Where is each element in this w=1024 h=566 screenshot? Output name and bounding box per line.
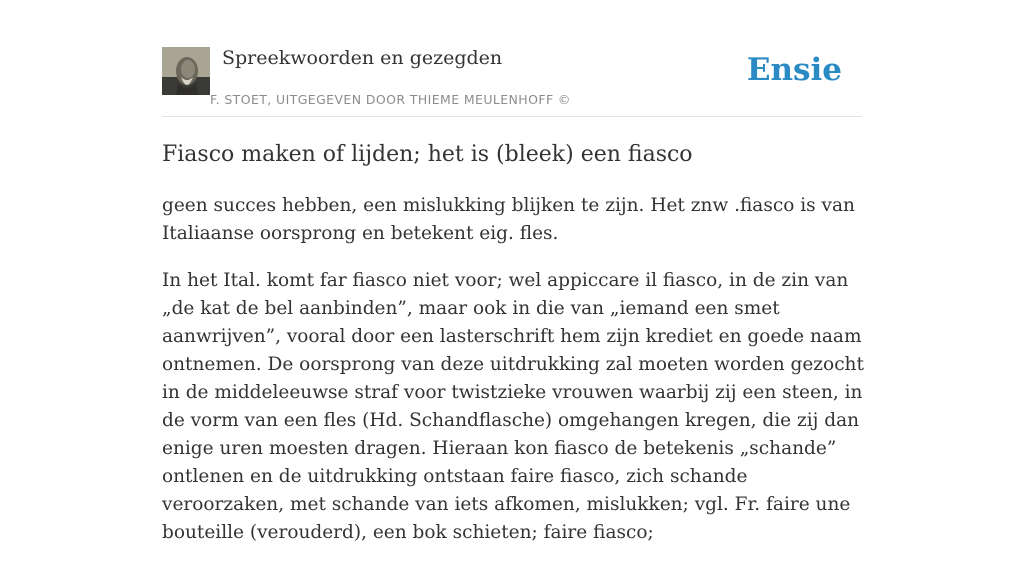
source-credit: F. STOET, UITGEGEVEN DOOR THIEME MEULENHOFF © [210, 92, 571, 107]
source-title[interactable]: Spreekwoorden en gezegden [222, 47, 503, 69]
entry-title: Fiasco maken of lijden; het is (bleek) een fiasco [162, 142, 693, 167]
entry-paragraph: geen succes hebben, een mislukking blijken te zijn. Het znw .fiasco is van Italiaanse oorsprong en betekent eig. fles. [162, 195, 855, 244]
portrait-image [162, 47, 210, 95]
source-header [162, 46, 862, 117]
entry-paragraph: In het Ital. komt far fiasco niet voor; wel appiccare il fiasco, in de zin van „de kat de bel aanbinden”, maar ook in die van „iemand een smet aanwrijven”, vooral door een lasterschrift hem zijn krediet en goede naam ontnemen. De oorsprong van deze uitdrukking zal moeten worden gezocht in de middeleeuwse straf voor twistzieke vrouwen waarbij zij een steen, in de vorm van een fles (Hd. Schandflasche) omgehangen kregen, die zij dan enige uren moesten dragen. Hieraan kon fiasco de betekenis „schande” ontlenen en de uitdrukking ontstaan faire fiasco, zich schande veroorzaken, met schande van iets afkomen, mislukken; vgl. Fr. faire une bouteille (verouderd), een bok schieten; faire fiasco; [162, 270, 864, 543]
entry-body [162, 192, 864, 566]
author-avatar[interactable] [162, 47, 210, 95]
ensie-logo[interactable]: Ensie [746, 52, 842, 88]
